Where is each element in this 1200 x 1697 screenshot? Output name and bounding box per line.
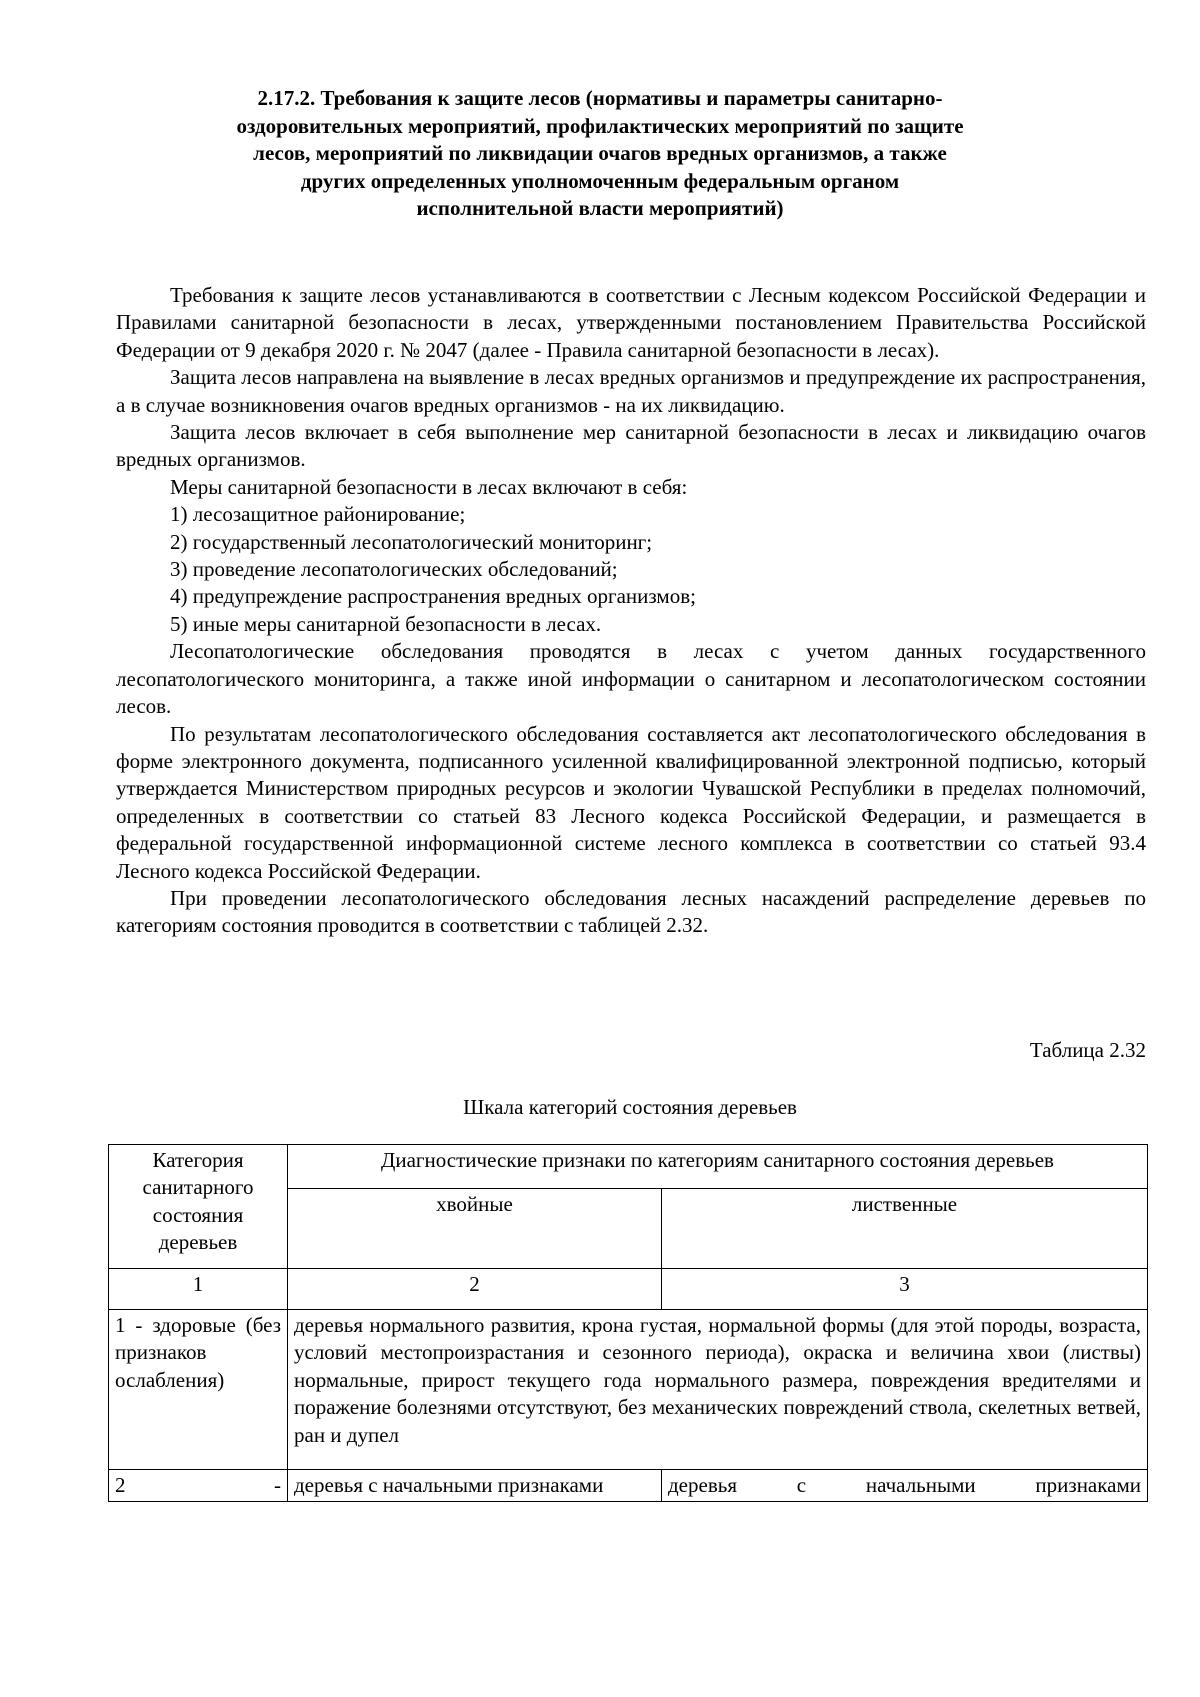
- deciduous-text: [668, 1472, 1141, 1499]
- paragraph-surveys: Лесопатологические обследования проводятся в лесах с учетом данных государственного лесопатологического мониторинга, а также иной информации о санитарном и лесопатологическом состоянии лесов.: [116, 639, 1146, 719]
- body-text: [116, 282, 1146, 940]
- column-number-row: [109, 1269, 1148, 1310]
- header-deciduous: лиственные: [662, 1189, 1148, 1269]
- table-row: [109, 1310, 1148, 1470]
- tree-condition-table: [108, 1144, 1148, 1502]
- column-number: 1: [109, 1269, 288, 1310]
- header-category: Категория санитарного состояния деревьев: [109, 1145, 288, 1269]
- description-cell: деревья нормального развития, крона густая, нормальной формы (для этой породы, возраста, условий местопроизрастания и сезонного периода), окраска и величина хвои (листвы) нормальные, прирост текущего года нормального размера, повреждения вредителями и поражение болезнями отсутствуют, без механических повреждений ствола, скелетных ветвей, ран и дупел: [288, 1310, 1148, 1470]
- list-item: 2) государственный лесопатологический мониторинг;: [170, 529, 653, 554]
- list-item: 4) предупреждение распространения вредных организмов;: [170, 584, 696, 609]
- deciduous-word: начальными: [865, 1473, 976, 1497]
- category-dash: -: [274, 1473, 281, 1497]
- column-number: 2: [288, 1269, 662, 1310]
- table-row: [109, 1470, 1148, 1502]
- category-cell: [109, 1470, 288, 1502]
- column-number: 3: [662, 1269, 1148, 1310]
- deciduous-word: признаками: [1035, 1473, 1141, 1497]
- paragraph-distribution: При проведении лесопатологического обследования лесных насаждений распределение деревьев по категориям состояния проводится в соответствии с таблицей 2.32.: [116, 885, 1146, 938]
- paragraph-protection-purpose: Защита лесов направлена на выявление в лесах вредных организмов и предупреждение их распространения, а в случае возникновения очагов вредных организмов - на их ликвидацию.: [116, 365, 1146, 417]
- deciduous-cell: [662, 1470, 1148, 1502]
- list-item: 5) иные меры санитарной безопасности в лесах.: [170, 611, 602, 636]
- header-conifer: хвойные: [288, 1189, 662, 1269]
- section-heading: 2.17.2. Требования к защите лесов (нормативы и параметры санитарно-оздоровительных мероприятий, профилактических мероприятий по защите лесов, мероприятий по ликвидации очагов вредных организмов, а также других определенных уполномоченным федеральным органом исполнительной власти мероприятий): [236, 86, 964, 220]
- paragraph-survey-act: По результатам лесопатологического обследования составляется акт лесопатологического обследования в форме электронного документа, подписанного усиленной квалифицированной электронной подписью, который утверждается Министерством природных ресурсов и экологии Чувашской Республики в пределах полномочий, определенных в соответствии со статьей 83 Лесного кодекса Российской Федерации, и размещается в федеральной государственной информационной системе лесного комплекса в соответствии со статьей 93.4 Лесного кодекса Российской Федерации.: [116, 721, 1146, 883]
- conifer-cell: деревья с начальными признаками: [288, 1470, 662, 1502]
- table-number: Таблица 2.32: [1029, 1038, 1146, 1062]
- category-number: 2: [115, 1473, 126, 1497]
- header-diagnostic: Диагностические признаки по категориям санитарного состояния деревьев: [288, 1145, 1148, 1189]
- deciduous-word: с: [796, 1473, 807, 1497]
- list-item: 1) лесозащитное районирование;: [170, 502, 466, 527]
- category-cell: 1 - здоровые (без признаков ослабления): [109, 1310, 288, 1470]
- deciduous-word: деревья: [668, 1473, 737, 1497]
- list-item: 3) проведение лесопатологических обследований;: [170, 557, 618, 582]
- table-header-row: [109, 1145, 1148, 1189]
- paragraph-protection-includes: Защита лесов включает в себя выполнение мер санитарной безопасности в лесах и ликвидацию очагов вредных организмов.: [116, 420, 1146, 472]
- paragraph-legal-basis: Требования к защите лесов устанавливаются в соответствии с Лесным кодексом Российской Федерации и Правилами санитарной безопасности в лесах, утвержденными постановлением Правительства Российской Федерации от 9 декабря 2020 г. № 2047 (далее - Правила санитарной безопасности в лесах).: [116, 283, 1146, 362]
- paragraph-measures-intro: Меры санитарной безопасности в лесах включают в себя:: [170, 474, 688, 499]
- table-title: Шкала категорий состояния деревьев: [463, 1095, 797, 1119]
